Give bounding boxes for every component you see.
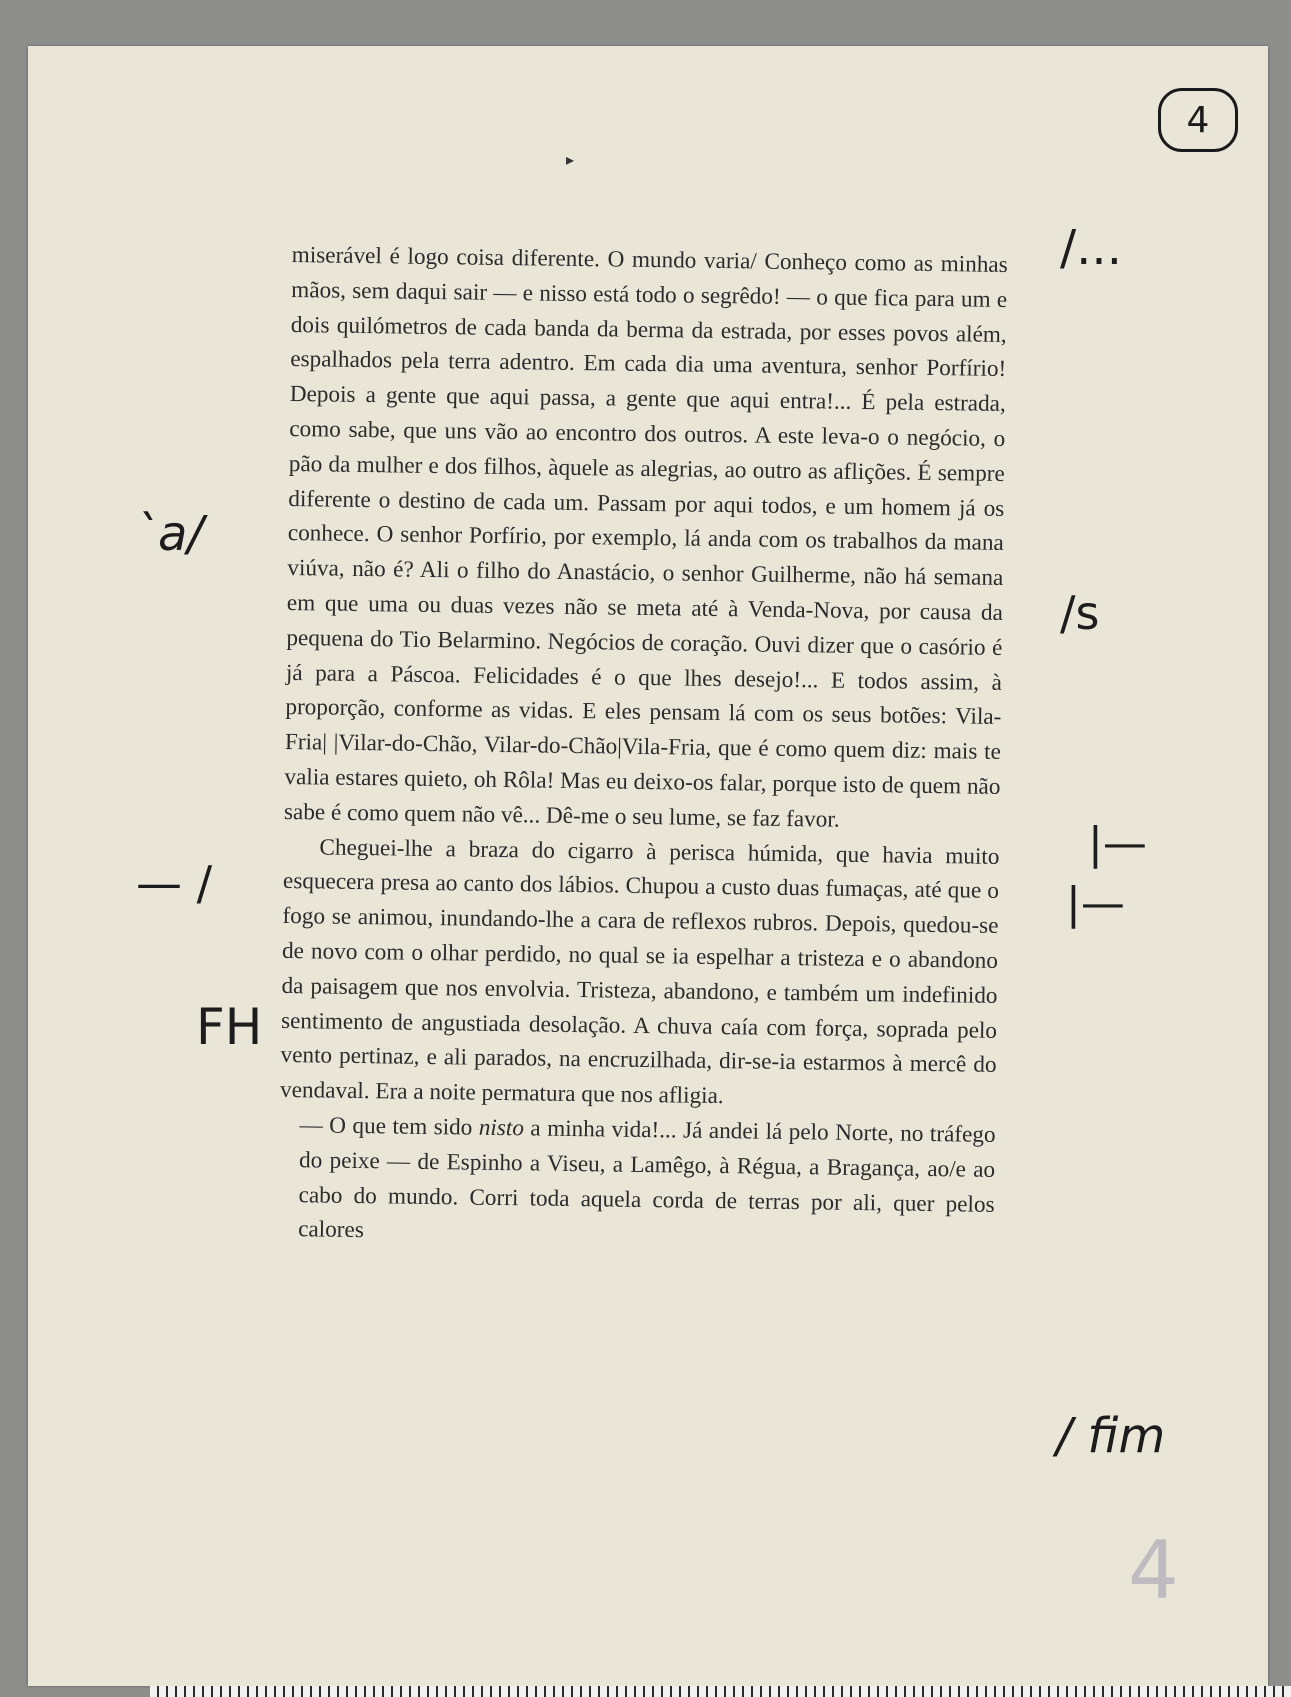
margin-note-right-fim: / fim: [1056, 1408, 1166, 1464]
margin-note-right-4: |—: [1066, 878, 1125, 929]
paragraph-2: Cheguei-lhe a braza do cigarro à perisca húmida, que havia muito esquecera presa ao canto dos lábios. Chupou a custo duas fumaças, até que o fogo se animou, inundando-lhe a cara de reflexos rubros. Depois, quedou-se de novo com o olhar perdido, no qual se ia espelhar a tristeza e o abandono da paisagem que nos envolvia. Tristeza, abandono, e também um indefinido sentimento de angustiada desolação. A chuva caía com força, soprada pelo vento pertinaz, e ali parados, na encruzilhada, dir-se-ia estarmos à mercê do vendaval. Era a noite permatura que nos afligia.: [279, 833, 1000, 1110]
margin-note-right-2: /s: [1060, 586, 1100, 640]
margin-note-left-dash: — /: [136, 856, 213, 910]
circled-page-number: 4: [1158, 88, 1238, 152]
margin-note-right-1: /...: [1060, 220, 1122, 276]
margin-note-left-fh: FH: [196, 998, 263, 1056]
speech-after: a minha vida!... Já andei lá pelo Norte, no tráfego do peixe — de Espinho a Viseu, a Lamêgo, à Régua, a Bragança, ao/e ao cabo do mundo. Corri toda aquela corda de terras por ali, quer pelos calores: [297, 1115, 996, 1244]
speech-emphasis: nisto: [478, 1114, 525, 1142]
scan-ruler: [150, 1686, 1291, 1697]
speech-before: — O que tem sido: [299, 1112, 479, 1141]
margin-note-left-a: `a/: [134, 506, 204, 562]
margin-note-right-3: |—: [1088, 818, 1147, 869]
speech-paragraph: [278, 1108, 996, 1257]
top-mark: ▸: [566, 150, 575, 169]
paragraph-1: miserável é logo coisa diferente. O mundo varia/ Conheço como as minhas mãos, sem daqui sair — e nisso está todo o segrêdo! — o que fica para um e dois quilómetros de cada banda da berma da estrada, por esses povos além, espalhados pela terra adentro. Em cada dia uma aventura, senhor Porfírio! Depois a gente que aqui passa, a gente que aqui entra!... É pela estrada, como sabe, que uns vão ao encontro dos outros. A este leva-o o negócio, o pão da mulher e dos filhos, àquele as alegrias, ao outro as aflições. É sempre diferente o destino de cada um. Passam por aqui todos, e um homem já os conhece. O senhor Porfírio, por exemplo, lá anda com os trabalhos da mana viúva, não é? Ali o filho do Anastácio, o senhor Guilherme, não há semana em que uma ou duas vezes não se meta até à Venda-Nova, por causa da pequena do Tio Belarmino. Negócios de coração. Ouvi dizer que o casório é já para a Páscoa. Felicidades é o que lhes desejo!... E todos assim, à proporção, conforme as vidas. E eles pensam lá com os seus botões: Vila-Fria| |Vilar-do-Chão, Vilar-do-Chão|Vila-Fria, que é como quem diz: mais te valia estares quieto, oh Rôla! Mas eu deixo-os falar, porque isto de quem não sabe é como quem não vê... Dê-me o seu lume, se faz favor.: [283, 241, 1008, 833]
typed-text-body: [278, 238, 1008, 1257]
pencil-page-number: 4: [1128, 1524, 1179, 1617]
